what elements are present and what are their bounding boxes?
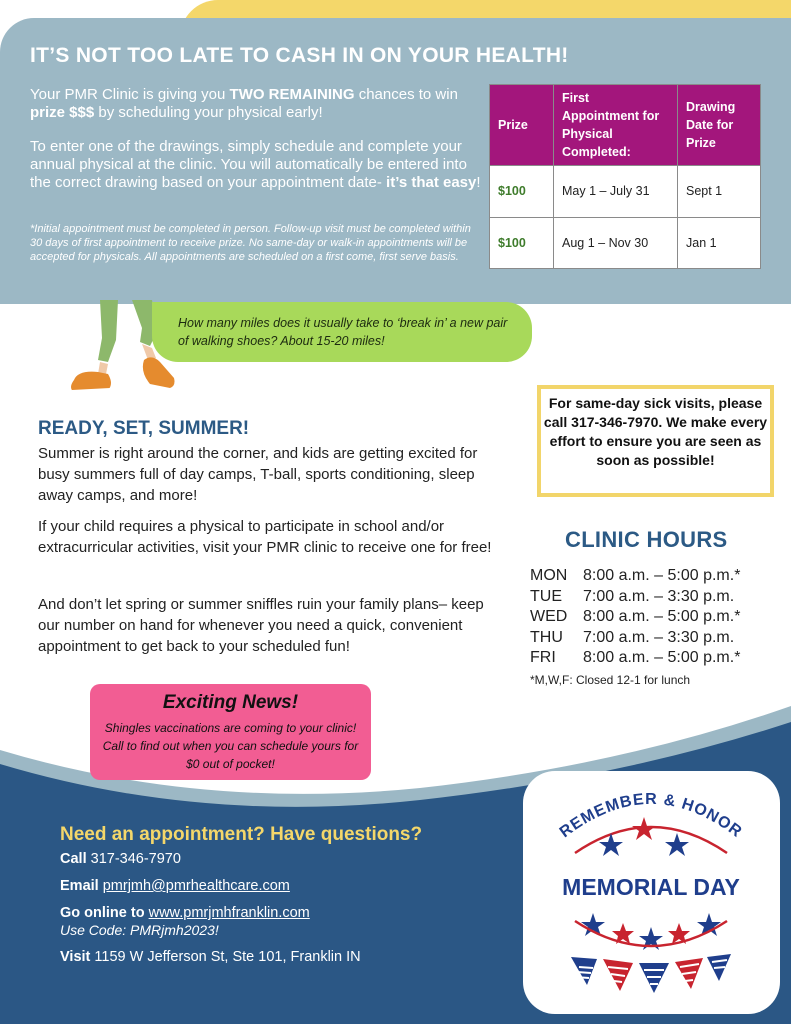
table-row xyxy=(490,166,761,218)
memorial-day-card xyxy=(523,771,780,1014)
appointment-header: First Appointment for Physical Completed: xyxy=(554,85,678,166)
hours-time: 8:00 a.m. – 5:00 p.m.* xyxy=(583,649,741,666)
prize-amount: $100 xyxy=(490,166,554,218)
lunch-closure-note: *M,W,F: Closed 12-1 for lunch xyxy=(530,673,691,687)
flag-bunting xyxy=(571,954,731,993)
promo-code: Use Code: PMRjmh2023! xyxy=(60,922,219,938)
star-icon xyxy=(665,833,689,856)
table-row xyxy=(490,217,761,269)
hours-row xyxy=(530,566,740,587)
clinic-address: 1159 W Jefferson St, Ste 101, Franklin IN xyxy=(94,949,361,965)
hours-time: 7:00 a.m. – 3:30 p.m. xyxy=(583,628,735,646)
summer-paragraph-1: Summer is right around the corner, and kids are getting excited for busy summers full of day camps, T-ball, sports conditioning, sleep away camps, and more! xyxy=(38,445,478,504)
hours-time: 8:00 a.m. – 5:00 p.m.* xyxy=(583,608,741,625)
news-body: Shingles vaccinations are coming to your clinic! Call to find out when you can schedule yours for $0 out of pocket! xyxy=(102,721,359,771)
hero-instructions: To enter one of the drawings, simply schedule and complete your annual physical at the clinic. You will automatically be entered into the correct drawing based on your appointment date- it’s that easy! xyxy=(30,138,481,191)
prize-amount: $100 xyxy=(490,217,554,269)
contact-email: Email pmrjmh@pmrhealthcare.com xyxy=(60,878,290,894)
contact-call: Call 317-346-7970 xyxy=(60,851,181,867)
appointment-range: May 1 – July 31 xyxy=(554,166,678,218)
drawing-date-header: Drawing Date for Prize xyxy=(678,85,761,166)
news-title: Exciting News! xyxy=(162,692,299,713)
summer-paragraph-3: And don’t let spring or summer sniffles ruin your family plans– keep our number on hand for whenever you need a quick, convenient appointment to get back to your scheduled fun! xyxy=(38,596,484,655)
contact-visit: Visit 1159 W Jefferson St, Ste 101, Franklin IN xyxy=(60,949,361,965)
hours-row xyxy=(530,648,740,669)
memorial-arc-text: REMEMBER & HONOR xyxy=(556,790,746,842)
clinic-hours-list xyxy=(530,566,740,669)
hours-row xyxy=(530,628,740,649)
prize-table-header-row xyxy=(490,85,761,166)
hours-day: FRI xyxy=(530,649,556,666)
sick-visit-callout: For same-day sick visits, please call 317-346-7970. We make every effort to ensure you are seen as soon as possible! xyxy=(537,385,774,497)
contact-online: Go online to www.pmrjmhfranklin.com xyxy=(60,905,310,921)
summer-paragraph-2: If your child requires a physical to participate in school and/or extracurricular activities, visit your PMR clinic to receive one for free! xyxy=(38,518,492,556)
drawing-date: Jan 1 xyxy=(678,217,761,269)
hours-time: 8:00 a.m. – 5:00 p.m.* xyxy=(583,567,741,584)
hours-time: 7:00 a.m. – 3:30 p.m. xyxy=(583,587,735,605)
summer-title: READY, SET, SUMMER! xyxy=(38,418,250,439)
hours-day: THU xyxy=(530,628,563,646)
memorial-day-graphic xyxy=(523,771,780,1014)
prize-table xyxy=(489,84,761,269)
hours-row xyxy=(530,607,740,628)
hero-intro: Your PMR Clinic is giving you TWO REMAINING chances to win prize $$$ by scheduling your physical early! xyxy=(30,86,458,121)
prize-header: Prize xyxy=(490,85,554,166)
hours-day: TUE xyxy=(530,587,562,605)
website-link[interactable]: www.pmrjmhfranklin.com xyxy=(148,905,310,921)
star-icon xyxy=(632,817,656,840)
email-link[interactable]: pmrjmh@pmrhealthcare.com xyxy=(102,878,290,894)
hours-day: WED xyxy=(530,608,568,625)
walking-tip-text: How many miles does it usually take to ‘break in’ a new pair of walking shoes? About 15-20 miles! xyxy=(178,316,508,348)
clinic-hours-title: CLINIC HOURS xyxy=(565,527,728,552)
appointment-range: Aug 1 – Nov 30 xyxy=(554,217,678,269)
contact-title: Need an appointment? Have questions? xyxy=(60,824,423,845)
hours-row xyxy=(530,587,740,608)
drawing-date: Sept 1 xyxy=(678,166,761,218)
exciting-news-callout xyxy=(90,684,371,780)
hours-day: MON xyxy=(530,567,568,584)
memorial-day-title: MEMORIAL DAY xyxy=(562,874,740,900)
hero-title: IT’S NOT TOO LATE TO CASH IN ON YOUR HEALTH! xyxy=(30,44,569,67)
hero-disclaimer: *Initial appointment must be completed in person. Follow-up visit must be completed within 30 days of first appointment to receive prize. No same-day or walk-in appointments will be accepted for physicals. All appointments are scheduled on a first come, first serve basis. xyxy=(30,223,471,263)
phone-number[interactable]: 317-346-7970 xyxy=(90,851,181,867)
